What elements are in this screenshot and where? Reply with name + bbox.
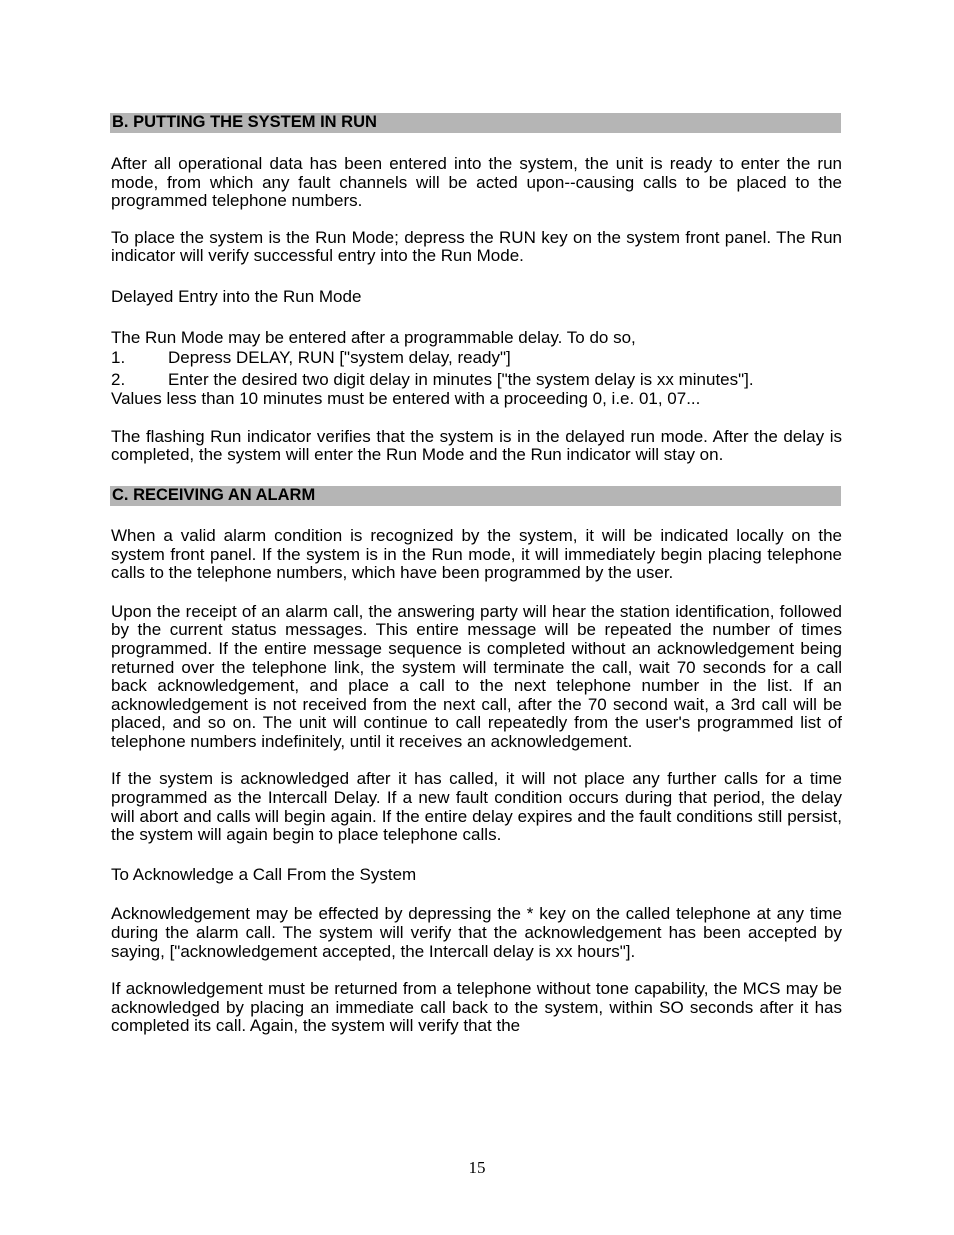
page-number: 15: [468, 1158, 486, 1177]
section-b-paragraph-3: The Run Mode may be entered after a programmable delay. To do so,: [111, 327, 636, 347]
section-b-paragraph-2: To place the system is the Run Mode; depress the RUN key on the system front panel. The Run indicator will verify successful entry into the Run Mode.: [111, 227, 842, 266]
section-c-paragraph-5: If acknowledgement must be returned from a telephone without tone capability, the MCS may be acknowledged by placing an immediate call back to the system, within SO seconds after it has completed its call. Again, the system will verify that the: [111, 979, 842, 1036]
section-c-paragraph-3: If the system is acknowledged after it has called, it will not place any further calls for a time programmed as the Intercall Delay. If a new fault condition occurs during that period, the delay will abort and calls will begin again. If the entire delay expires and the fault conditions still persist, the system will again begin to place telephone calls.: [111, 769, 842, 845]
section-b-paragraph-4: Values less than 10 minutes must be entered with a proceeding 0, i.e. 01, 07...: [111, 389, 701, 409]
list-item-text: Enter the desired two digit delay in minutes ["the system delay is xx minutes"].: [168, 369, 754, 389]
list-item-number: 1.: [111, 348, 126, 368]
page-content: [111, 113, 842, 1036]
delay-steps-list: [111, 347, 842, 390]
section-b-paragraph-5: The flashing Run indicator verifies that the system is in the delayed run mode. After the delay is completed, the system will enter the Run Mode and the Run indicator will stay on.: [111, 426, 842, 465]
section-c-paragraph-4: Acknowledgement may be effected by depressing the * key on the called telephone at any time during the alarm call. The system will verify that the acknowledgement has been accepted by saying, ["acknowledgement accepted, the Intercall delay is xx hours"].: [111, 904, 842, 961]
list-item: [111, 369, 842, 391]
section-c-paragraph-2: Upon the receipt of an alarm call, the answering party will hear the station identification, followed by the current status messages. This entire message will be repeated the number of times programmed. If the entire message sequence is completed without an acknowledgement being returned over the telephone link, the system will terminate the call, wait 70 seconds for a call back acknowledgement, and place a call to the next telephone number in the list. If an acknowledgement is not received from the next call, after the 70 second wait, a 3rd call will be placed, and so on. The unit will continue to call repeatedly from the user's programmed list of telephone numbers indefinitely, until it receives an acknowledgement.: [111, 601, 842, 751]
acknowledge-subheading: To Acknowledge a Call From the System: [111, 864, 417, 884]
delayed-entry-subheading: Delayed Entry into the Run Mode: [111, 286, 362, 306]
list-item: [111, 347, 842, 369]
section-b-header: B. PUTTING THE SYSTEM IN RUN: [110, 113, 841, 133]
list-item-number: 2.: [111, 369, 126, 389]
section-c-paragraph-1: When a valid alarm condition is recognized by the system, it will be indicated locally on the system front panel. If the system is in the Run mode, it will immediately begin placing telephone calls to the telephone numbers, which have been programmed by the user.: [111, 525, 842, 583]
section-b-paragraph-1: After all operational data has been entered into the system, the unit is ready to enter the run mode, from which any fault channels will be acted upon--causing calls to be placed to the programmed telephone numbers.: [111, 154, 842, 211]
list-item-text: Depress DELAY, RUN ["system delay, ready"]: [168, 348, 511, 368]
section-c-header: C. RECEIVING AN ALARM: [110, 486, 841, 506]
